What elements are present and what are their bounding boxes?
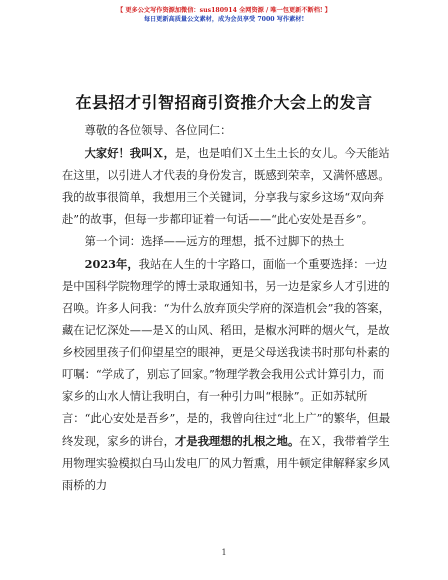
- choice-tail: 在Ｘ，我带着学生用物理实验模拟白马山发电厂的风力暂熏，用牛顿定律解释家乡风雨桥的力: [62, 435, 390, 492]
- choice-text: 我站在人生的十字路口，面临一个重要选择：一边是中国科学院物理学的博士录取通知书，另一边是家乡人才引进的召唤。许多人问我：“为什么放弃顶尖学府的深造机会”我的答案，藏在记忆深处——是Ｘ的山风、稻田，是椒水河畔的烟火气，是故乡校园里孩子们仰望星空的眼神，更是父母送我读书时那句朴素的叮嘱：“学成了，别忘了回家。”物理学教会我用公式计算引力，而家乡的山水人情让我明白，有一种引力叫“根脉”。正如苏轼所言：“此心安处是吾乡”，是的，我曾向往过“北上广”的繁华，但最终发现，家乡的讲台，: [62, 258, 391, 448]
- paragraph-choice: [62, 253, 392, 497]
- document-title: 在县招才引智招商引资推介大会上的发言: [75, 93, 373, 112]
- intro-text: 是，也是咱们Ｘ土生土长的女儿。今天能站在这里，以引进人才代表的身份发言，既感到荣幸，又满怀感恩。我的故事很简单，我想用三个关键词，分享我与家乡这场“双向奔赴”的故事，但每一步都印证着一句话——“此心安处是吾乡”。: [62, 147, 390, 226]
- page-number: 1: [221, 548, 227, 557]
- intro-greeting: 大家好！我叫Ｘ，: [84, 146, 175, 160]
- salutation: 尊敬的各位领导、各位同仁：: [84, 124, 232, 137]
- choice-emphasis: 才是我理想的扎根之地。: [174, 434, 300, 448]
- promo-banner-line-1: 【 更多公文写作资源加微信：sus180914 全网资源 / 唯一包更新不断档! 】: [117, 7, 331, 14]
- promo-banner-line-2: 每日更新高质量公文素材，成为会员享受 7000 写作素材!: [143, 16, 305, 23]
- section-heading-1: 第一个词：选择——远方的理想，抵不过脚下的热土: [84, 235, 345, 248]
- paragraph-intro: [62, 142, 392, 231]
- document-body: [62, 120, 392, 497]
- choice-year: 2023年，: [84, 257, 139, 271]
